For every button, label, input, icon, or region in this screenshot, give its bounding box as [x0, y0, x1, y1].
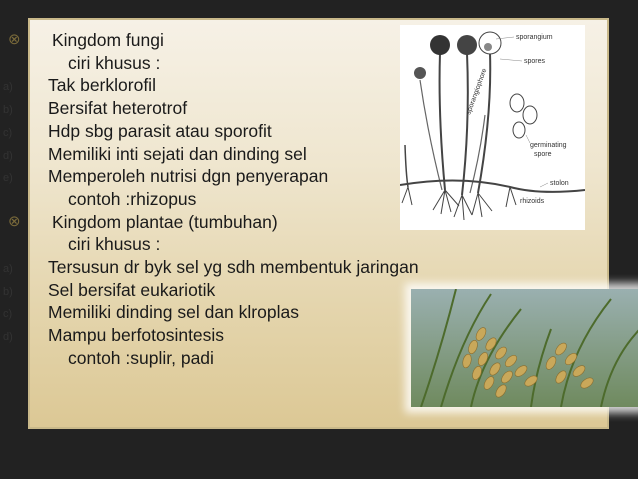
list-item-text: Memiliki dinding sel dan klroplas — [48, 302, 299, 323]
list-marker: a) — [3, 81, 13, 94]
label-sporangium: sporangium — [516, 34, 553, 41]
list-marker: d) — [3, 331, 13, 344]
label-stolon: stolon — [550, 180, 569, 187]
list-item-text: Memperoleh nutrisi dgn penyerapan — [48, 166, 329, 187]
rhizopus-diagram — [400, 25, 585, 230]
indented-text-content: contoh :suplir, padi — [68, 347, 214, 368]
label-spores: spores — [524, 58, 546, 65]
label-sporangiophore: sporangiophore — [465, 67, 489, 116]
label-rhizoids: rhizoids — [520, 198, 545, 205]
list-item-text: Mampu berfotosintesis — [48, 325, 225, 346]
list-marker: e) — [3, 172, 13, 185]
bullet-text: Kingdom fungi — [52, 30, 164, 50]
indented-text-content: contoh :rhizopus — [68, 188, 197, 209]
list-item-text: Bersifat heterotrof — [48, 98, 188, 119]
bullet-text: Kingdom plantae (tumbuhan) — [52, 211, 278, 232]
list-item-text: Sel bersifat eukariotik — [48, 279, 216, 300]
indented-text-content: ciri khusus : — [68, 234, 161, 255]
circle-x-bullet-icon: ⊗ — [8, 212, 21, 230]
rice-plant-photo — [411, 289, 638, 407]
label-germinating: germinating — [530, 142, 567, 149]
indented-text-content: ciri khusus : — [68, 52, 161, 73]
circle-x-bullet-icon: ⊗ — [8, 31, 21, 48]
list-marker: d) — [3, 149, 13, 162]
list-marker: c) — [3, 126, 13, 139]
list-item-text: Tak berklorofil — [48, 75, 156, 96]
list-item-text: Tersusun dr byk sel yg sdh membentuk jaringan — [48, 257, 419, 277]
list-marker: c) — [3, 308, 13, 321]
label-spore: spore — [534, 151, 552, 158]
list-marker: a) — [3, 263, 13, 275]
list-marker: b) — [3, 285, 13, 298]
list-item-text: Hdp sbg parasit atau sporofit — [48, 120, 272, 141]
list-item-text: Memiliki inti sejati dan dinding sel — [48, 143, 307, 164]
list-marker: b) — [3, 104, 13, 117]
